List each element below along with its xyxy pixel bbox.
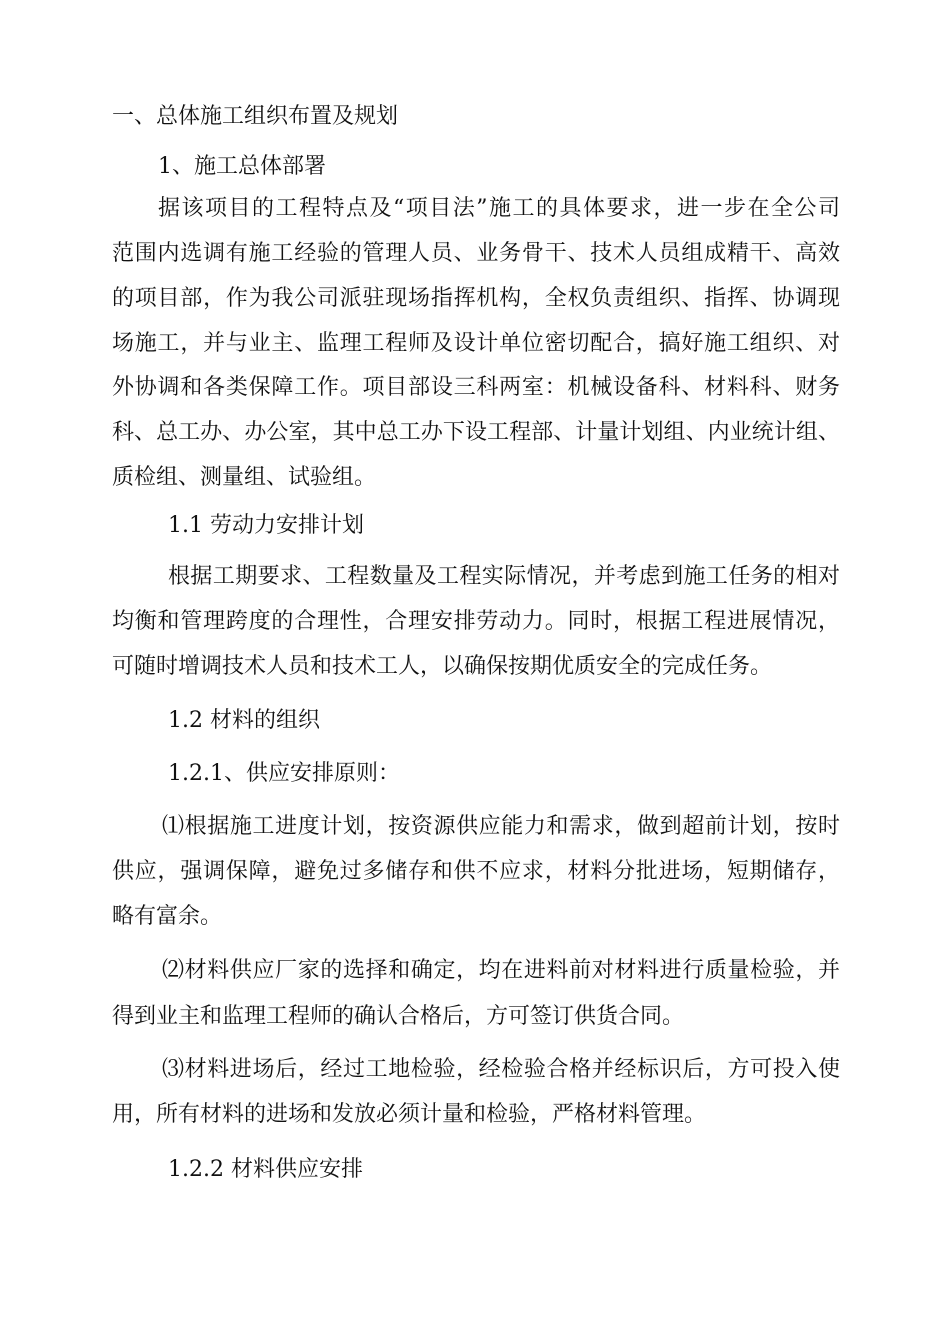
section-1-para-line: 科、总工办、办公室，其中总工办下设工程部、计量计划组、内业统计组、 (112, 420, 840, 445)
section-1-1-para-line: 可随时增调技术人员和技术工人，以确保按期优质安全的完成任务。 (112, 654, 773, 679)
section-1-para-line: 据该项目的工程特点及“项目法”施工的具体要求，进一步在全公司 (158, 196, 840, 221)
item-1-line: 供应，强调保障，避免过多储存和供不应求，材料分批进场，短期储存， (112, 859, 840, 884)
item-3-line: ⑶材料进场后，经过工地检验，经检验合格并经标识后，方可投入使 (162, 1057, 840, 1082)
section-1-para-line: 的项目部，作为我公司派驻现场指挥机构，全权负责组织、指挥、协调现 (112, 286, 840, 311)
section-1-para-line: 外协调和各类保障工作。项目部设三科两室：机械设备科、材料科、财务 (112, 375, 840, 400)
section-1-1-title: 1.1 劳动力安排计划 (168, 513, 364, 538)
section-1-para-line: 场施工，并与业主、监理工程师及设计单位密切配合，搞好施工组织、对 (112, 331, 840, 356)
section-1-2-2-title: 1.2.2 材料供应安排 (168, 1157, 363, 1182)
item-1-line: 略有富余。 (112, 904, 223, 929)
main-heading: 一、总体施工组织布置及规划 (112, 104, 399, 129)
section-1-1-para-line: 均衡和管理跨度的合理性，合理安排劳动力。同时，根据工程进展情况， (112, 609, 840, 634)
item-2-line: 得到业主和监理工程师的确认合格后，方可签订供货合同。 (112, 1004, 685, 1029)
item-2-line: ⑵材料供应厂家的选择和确定，均在进料前对材料进行质量检验，并 (162, 958, 840, 983)
section-1-title: 1、施工总体部署 (158, 154, 326, 179)
item-3-line: 用，所有材料的进场和发放必须计量和检验，严格材料管理。 (112, 1102, 707, 1127)
section-1-1-para-line: 根据工期要求、工程数量及工程实际情况，并考虑到施工任务的相对 (168, 564, 840, 589)
section-1-para-line: 范围内选调有施工经验的管理人员、业务骨干、技术人员组成精干、高效 (112, 241, 840, 266)
section-1-2-1-title: 1.2.1、供应安排原则： (168, 761, 400, 786)
section-1-2-title: 1.2 材料的组织 (168, 708, 320, 733)
item-1-line: ⑴根据施工进度计划，按资源供应能力和需求，做到超前计划，按时 (162, 814, 840, 839)
section-1-para-line: 质检组、测量组、试验组。 (112, 465, 377, 490)
